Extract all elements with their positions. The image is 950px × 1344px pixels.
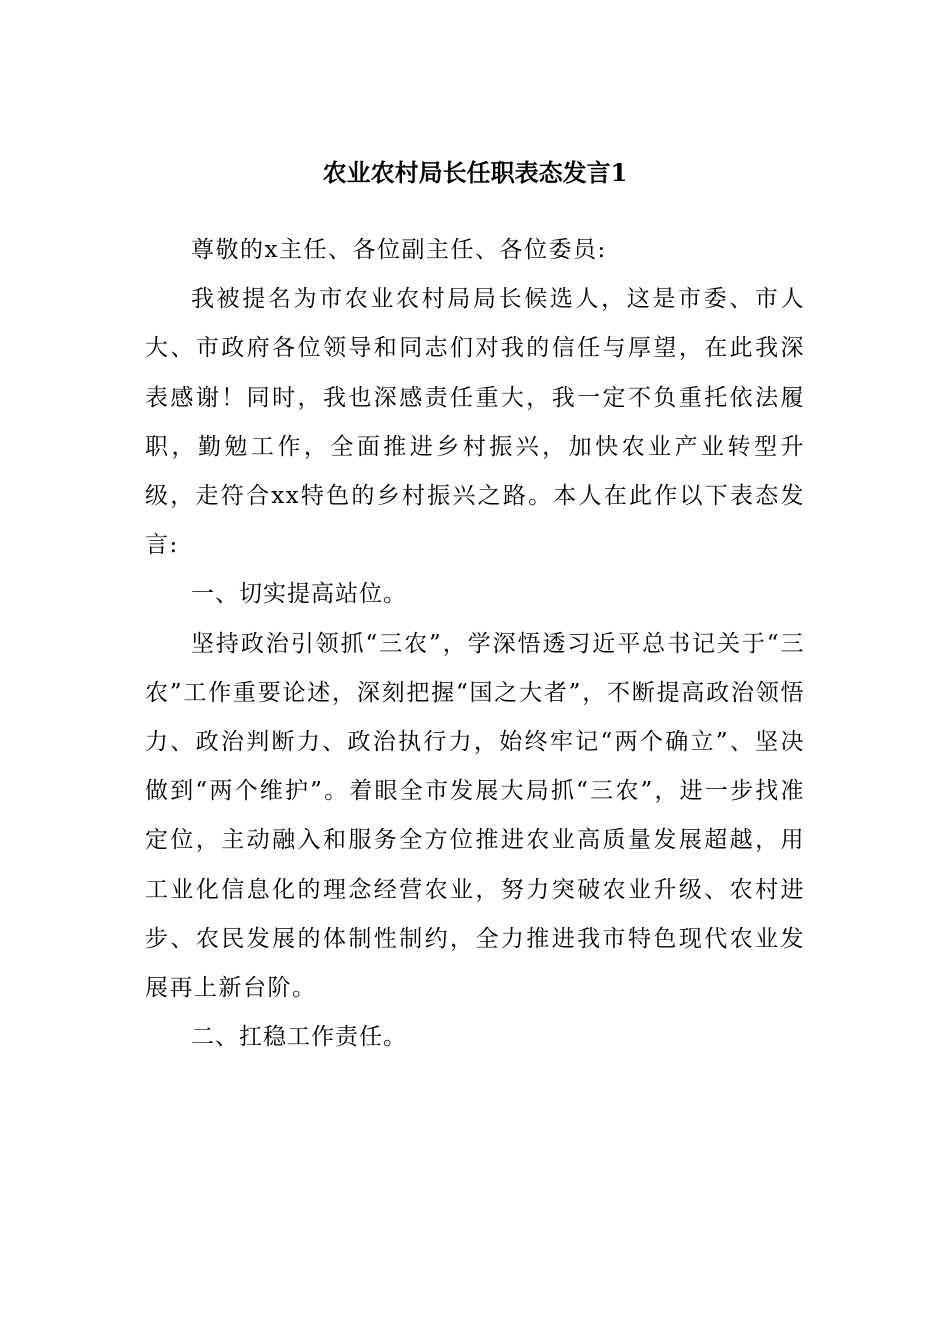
section-heading-1: 一、切实提高站位。	[191, 581, 407, 608]
section-paragraph-1: 坚持政治引领抓“三农”，学深悟透习近平总书记关于“三农”工作重要论述，深刻把握“国之大者”，不断提高政治领悟力、政治判断力、政治执行力，始终牢记“两个确立”、坚决做到“两个维护”。着眼全市发展大局抓“三农”，进一步找准定位，主动融入和服务全方位推进农业高质量发展超越，用工业化信息化的理念经营农业，努力突破农业升级、农村进步、农民发展的体制性制约，全力推进我市特色现代农业发展再上新台阶。	[145, 630, 805, 1002]
salutation: 尊敬的x主任、各位副主任、各位委员:	[191, 237, 607, 263]
section-heading-2: 二、扛稳工作责任。	[191, 1024, 407, 1051]
intro-paragraph: 我被提名为市农业农村局局长候选人，这是市委、市人大、市政府各位领导和同志们对我的信任与厚望，在此我深表感谢！同时，我也深感责任重大，我一定不负重托依法履职，勤勉工作，全面推进乡村振兴，加快农业产业转型升级，走符合xx特色的乡村振兴之路。本人在此作以下表态发言:	[145, 286, 805, 559]
document-body	[145, 226, 805, 1062]
document-title: 农业农村局长任职表态发言1	[322, 158, 628, 187]
